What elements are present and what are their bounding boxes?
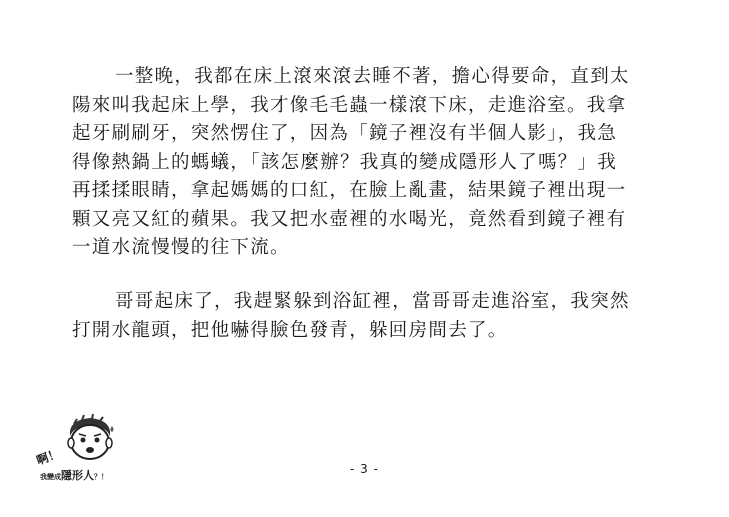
story-paragraph-2 xyxy=(72,288,662,345)
page-number: - 3 - xyxy=(350,462,379,476)
boy-face-icon xyxy=(60,414,120,466)
text-line: 一道水流慢慢的往下流。 xyxy=(72,237,290,258)
text-line: 得像熱鍋上的螞蟻，「該怎麼辦？我真的變成隱形人了嗎？」我 xyxy=(72,151,618,173)
text-line: 再揉揉眼睛，拿起媽媽的口紅，在臉上亂畫，結果鏡子裡出現一 xyxy=(72,180,627,201)
logo-title-main: 隱形人 xyxy=(61,469,94,482)
logo-title-prefix: 我變成 xyxy=(40,473,61,481)
logo-exclaim: 啊！ xyxy=(34,446,62,468)
text-line: 哥哥起床了，我趕緊躲到浴缸裡，當哥哥走進浴室，我突然 xyxy=(115,291,630,312)
text-line: 顆又亮又紅的蘋果。我又把水壺裡的水喝光，竟然看到鏡子裡有 xyxy=(72,208,627,230)
story-paragraph-1 xyxy=(72,63,662,263)
text-line: 陽來叫我起床上學，我才像毛毛蟲一樣滾下床，走進浴室。我拿 xyxy=(72,94,627,116)
logo-title-suffix: ？！ xyxy=(94,473,108,481)
text-line: 打開水龍頭，把他嚇得臉色發青，躲回房間去了。 xyxy=(72,319,508,341)
text-line: 起牙刷刷牙，突然愣住了，因為「鏡子裡沒有半個人影」，我急 xyxy=(72,123,618,144)
text-line: 一整晚，我都在床上滾來滾去睡不著，擔心得要命，直到太 xyxy=(115,66,630,87)
